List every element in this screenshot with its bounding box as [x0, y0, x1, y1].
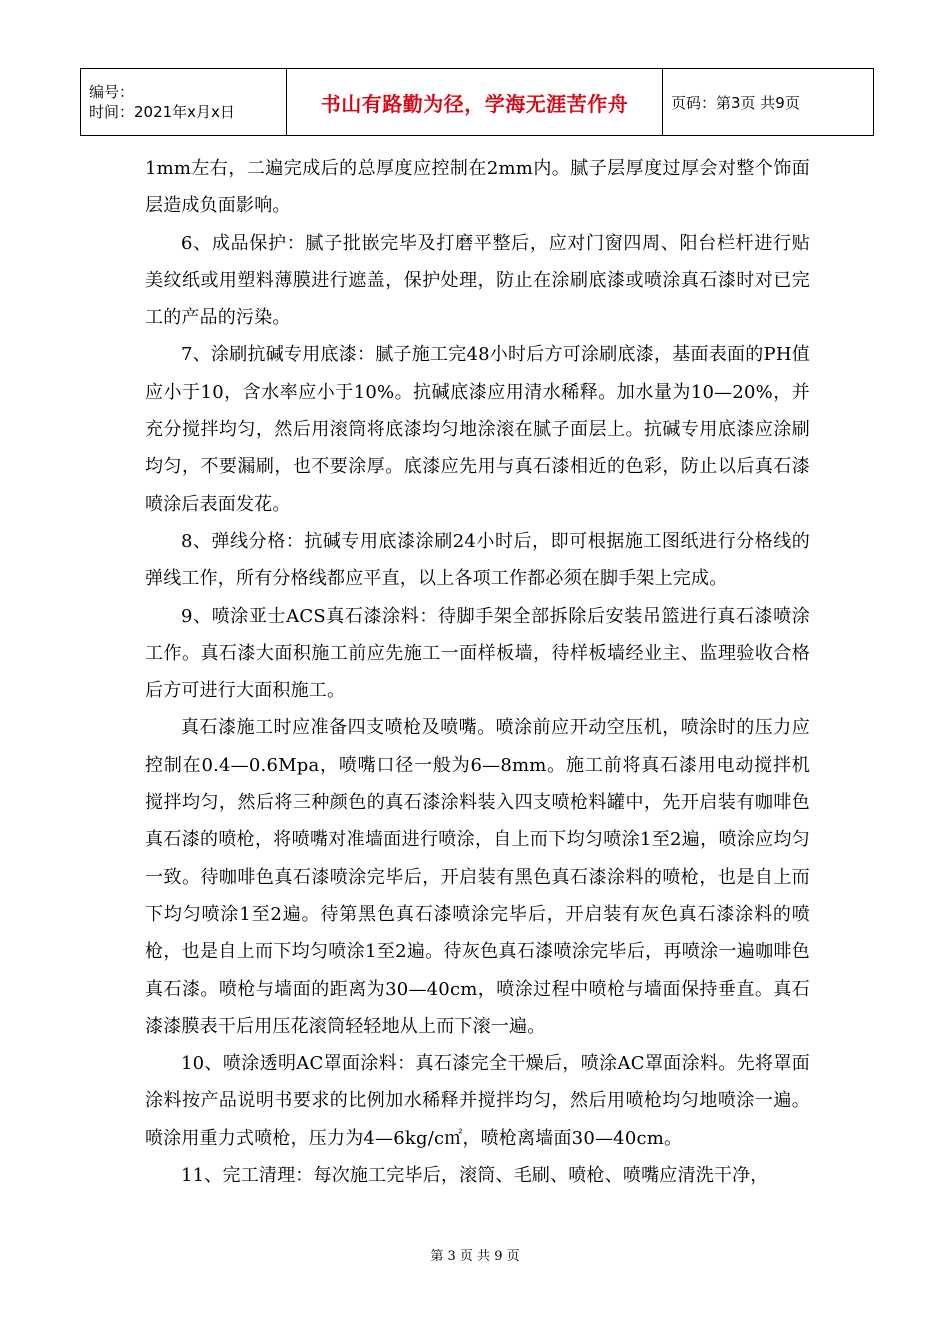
paragraph-continuation: 1mm左右，二遍完成后的总厚度应控制在2mm内。腻子层厚度过厚会对整个饰面层造成负面影响。: [145, 158, 810, 217]
doc-number-label: 编号：: [89, 83, 135, 101]
header-meta-cell: [81, 69, 287, 136]
paragraph-product-protection: 6、成品保护：腻子批嵌完毕及打磨平整后，应对门窗四周、阳台栏杆进行贴美纹纸或用塑料薄膜进行遮盖，保护处理，防止在涂刷底漆或喷涂真石漆时对已完工的产品的污染。: [145, 232, 810, 329]
paragraph-ac-topcoat: 10、喷涂透明AC罩面涂料：真石漆完全干燥后，喷涂AC罩面涂料。先将罩面涂料按产品说明书要求的比例加水稀释并搅拌均匀，然后用喷枪均匀地喷涂一遍。喷涂用重力式喷枪，压力为4—6kg/c㎡，喷枪离墙面30—40cm。: [145, 1053, 810, 1149]
document-body: [145, 150, 810, 1194]
time-label: 时间：2021年x月x日: [89, 103, 235, 121]
paragraph-spray-procedure: 真石漆施工时应准备四支喷枪及喷嘴。喷涂前应开动空压机，喷涂时的压力应控制在0.4—0.6Mpa，喷嘴口径一般为6—8mm。施工前将真石漆用电动搅拌机搅拌均匀，然后将三种颜色的真石漆涂料装入四支喷枪料罐中，先开启装有咖啡色真石漆的喷枪，将喷嘴对准墙面进行喷涂，自上而下均匀喷涂1至2遍，喷涂应均匀一致。待咖啡色真石漆喷涂完毕后，开启装有黑色真石漆涂料的喷枪，也是自上而下均匀喷涂1至2遍。待第黑色真石漆喷涂完毕后，开启装有灰色真石漆涂料的喷枪，也是自上而下均匀喷涂1至2遍。待灰色真石漆喷涂完毕后，再喷涂一遍咖啡色真石漆。喷枪与墙面的距离为30—40cm，喷涂过程中喷枪与墙面保持垂直。真石漆漆膜表干后用压花滚筒轻轻地从上而下滚一遍。: [145, 717, 810, 1037]
header-page-cell: [663, 69, 874, 136]
motto-text: 书山有路勤为径，学海无涯苦作舟: [320, 91, 629, 116]
header-table: [80, 68, 874, 136]
page-footer: 第 3 页 共 9 页: [430, 1249, 520, 1264]
header-motto-cell: [287, 69, 663, 136]
paragraph-line-division: 8、弹线分格：抗碱专用底漆涂刷24小时后，即可根据施工图纸进行分格线的弹线工作，所有分格线都应平直，以上各项工作都必须在脚手架上完成。: [145, 530, 810, 590]
page-code: 页码：第3页 共9页: [671, 93, 800, 112]
paragraph-cleanup: 11、完工清理：每次施工完毕后，滚筒、毛刷、喷枪、喷嘴应清洗干净，: [181, 1165, 769, 1187]
paragraph-acs-spraying: 9、喷涂亚士ACS真石漆涂料：待脚手架全部拆除后安装吊篮进行真石漆喷涂工作。真石漆大面积施工前应先施工一面样板墙，待样板墙经业主、监理验收合格后方可进行大面积施工。: [145, 605, 810, 702]
paragraph-alkali-primer: 7、涂刷抗碱专用底漆：腻子施工完48小时后方可涂刷底漆，基面表面的PH值应小于10，含水率应小于10%。抗碱底漆应用清水稀释。加水量为10—20%，并充分搅拌均匀，然后用滚筒将底漆均匀地涂滚在腻子面层上。抗碱专用底漆应涂刷均匀，不要漏刷，也不要涂厚。底漆应先用与真石漆相近的色彩，防止以后真石漆喷涂后表面发花。: [145, 344, 810, 515]
